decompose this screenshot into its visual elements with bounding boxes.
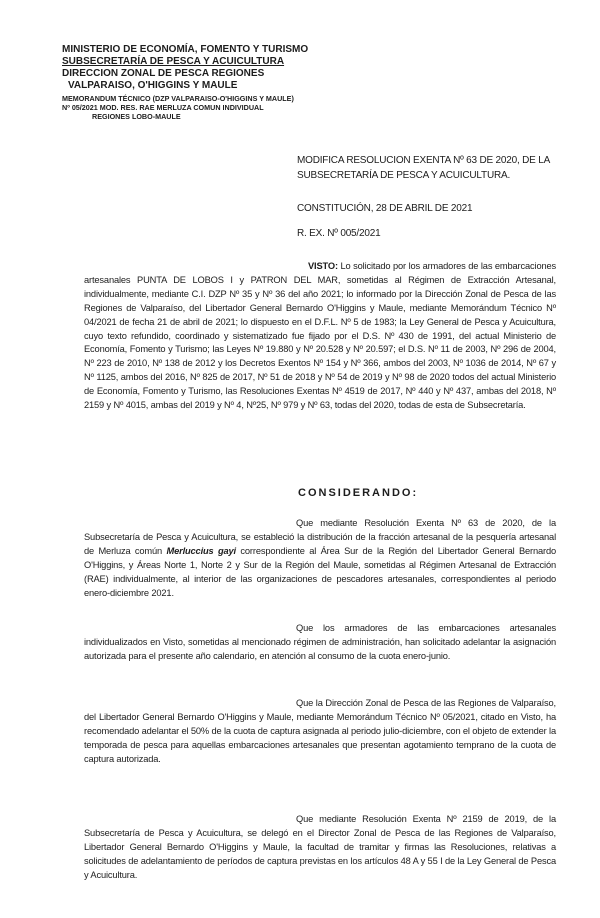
visto-paragraph <box>84 260 556 413</box>
visto-label: VISTO: <box>308 261 338 271</box>
memo-line-2: Nº 05/2021 MOD. RES. RAE MERLUZA COMUN INDIVIDUAL <box>62 103 264 112</box>
considerando-paragraph-1: Que mediante Resolución Exenta Nº 63 de 2020, de la Subsecretaría de Pesca y Acuicultura, se estableció la distribución de la fracción artesanal de la pesquería artesanal de Merluza común Merluccius gayi correspondiente al Área Sur de la Región del Libertador General Bernardo O'Higgins, y Áreas Norte 1, Norte 2 y Sur de la Región del Maule, sometidas al Régimen Artesanal de Extracción (RAE) individualmente, al interior de las organizaciones de pescadores artesanales, correspondientes al periodo enero-diciembre 2021. <box>84 518 556 598</box>
regions: VALPARAISO, O'HIGGINS Y MAULE <box>68 80 238 91</box>
species-name: Merluccius gayi <box>166 545 236 556</box>
memo-line-1: MEMORANDUM TÉCNICO (DZP VALPARAISO-O'HIGGINS Y MAULE) <box>62 94 294 103</box>
subsecretaria-name: SUBSECRETARÍA DE PESCA Y ACUICULTURA <box>62 56 285 67</box>
direccion-zonal: DIRECCION ZONAL DE PESCA REGIONES <box>62 68 265 79</box>
visto-text: Lo solicitado por los armadores de las embarcaciones artesanales PUNTA DE LOBOS I y PATRON DEL MAR, sometidas al Régimen de Extracción Artesanal, individualmente, mediante C.I. DZP Nº 35 y Nº 36 del año 2021; lo informado por la Dirección Zonal de Pesca de las Regiones de Valparaíso, del Libertador General Bernardo O'Higgins y Maule, mediante Memorándum Técnico Nº 04/2021 de fecha 21 de abril de 2021; lo dispuesto en el D.F.L. Nº 5 de 1983; la Ley General de Pesca y Acuicultura, cuyo texto refundido, coordinado y sistematizado fue fijado por el D.S. Nº 430 de 1991, del actual Ministerio de Economía, Fomento y Turismo; las Leyes Nº 19.880 y Nº 20.528 y Nº 20.597; el D.S. Nº 11 de 2003, Nº 296 de 2004, Nº 223 de 2010, Nº 138 de 2012 y los Decretos Exentos Nº 154 y Nº 366, ambos del 2003, Nº 1036 de 2014, Nº 67 y Nº 1125, ambos del 2016, Nº 825 de 2017, Nº 51 de 2018 y Nº 54 de 2019 y Nº 98 de 2020 todos del actual Ministerio de Economía, Fomento y Turismo, las Resoluciones Exentas Nº 4519 de 2017, Nº 440 y Nº 437, ambas del 2018, Nº 2159 y Nº 4015, ambas del 2019 y Nº 4, Nº25, Nº 979 y Nº 63, todas del 2020, todas de esta de Subsecretaría. <box>84 261 556 411</box>
place-date: CONSTITUCIÓN, 28 DE ABRIL DE 2021 <box>297 203 473 214</box>
memo-line-3: REGIONES LOBO-MAULE <box>92 112 181 121</box>
letterhead <box>62 44 312 121</box>
considerando-paragraph-3: Que la Dirección Zonal de Pesca de las Regiones de Valparaíso, del Libertador General Bernardo O'Higgins y Maule, mediante Memorándum Técnico Nº 05/2021, citado en Visto, ha recomendado adelantar el 50% de la cuota de captura asignada al periodo julio-diciembre, con el objeto de extender la temporada de pesca para aquellas embarcaciones artesanales que presentan agotamiento temprano de la cuota de captura autorizada. <box>84 698 556 764</box>
resolution-subject: MODIFICA RESOLUCION EXENTA Nº 63 DE 2020, DE LA SUBSECRETARÍA DE PESCA Y ACUICULTURA. <box>297 155 550 181</box>
resolution-number: R. EX. Nº 005/2021 <box>297 228 381 239</box>
considerando-paragraph-4: Que mediante Resolución Exenta Nº 2159 de 2019, de la Subsecretaría de Pesca y Acuicultura, se delegó en el Director Zonal de Pesca de las Regiones de Valparaíso, Libertador General Bernardo O'Higgins y Maule, la facultad de tramitar y firmas las Resoluciones, relativas a solicitudes de adelantamiento de períodos de captura previstas en los artículos 48 A y 55 I de la Ley General de Pesca y Acuicultura. <box>84 814 556 880</box>
ministry-name: MINISTERIO DE ECONOMÍA, FOMENTO Y TURISMO <box>62 44 309 55</box>
considerando-title: CONSIDERANDO: <box>298 487 419 499</box>
considerando-paragraph-2: Que los armadores de las embarcaciones artesanales individualizados en Visto, sometidas al mencionado régimen de administración, han solicitado adelantar la asignación autorizada para el presente año calendario, en atención al consumo de la cuota enero-junio. <box>84 623 556 661</box>
